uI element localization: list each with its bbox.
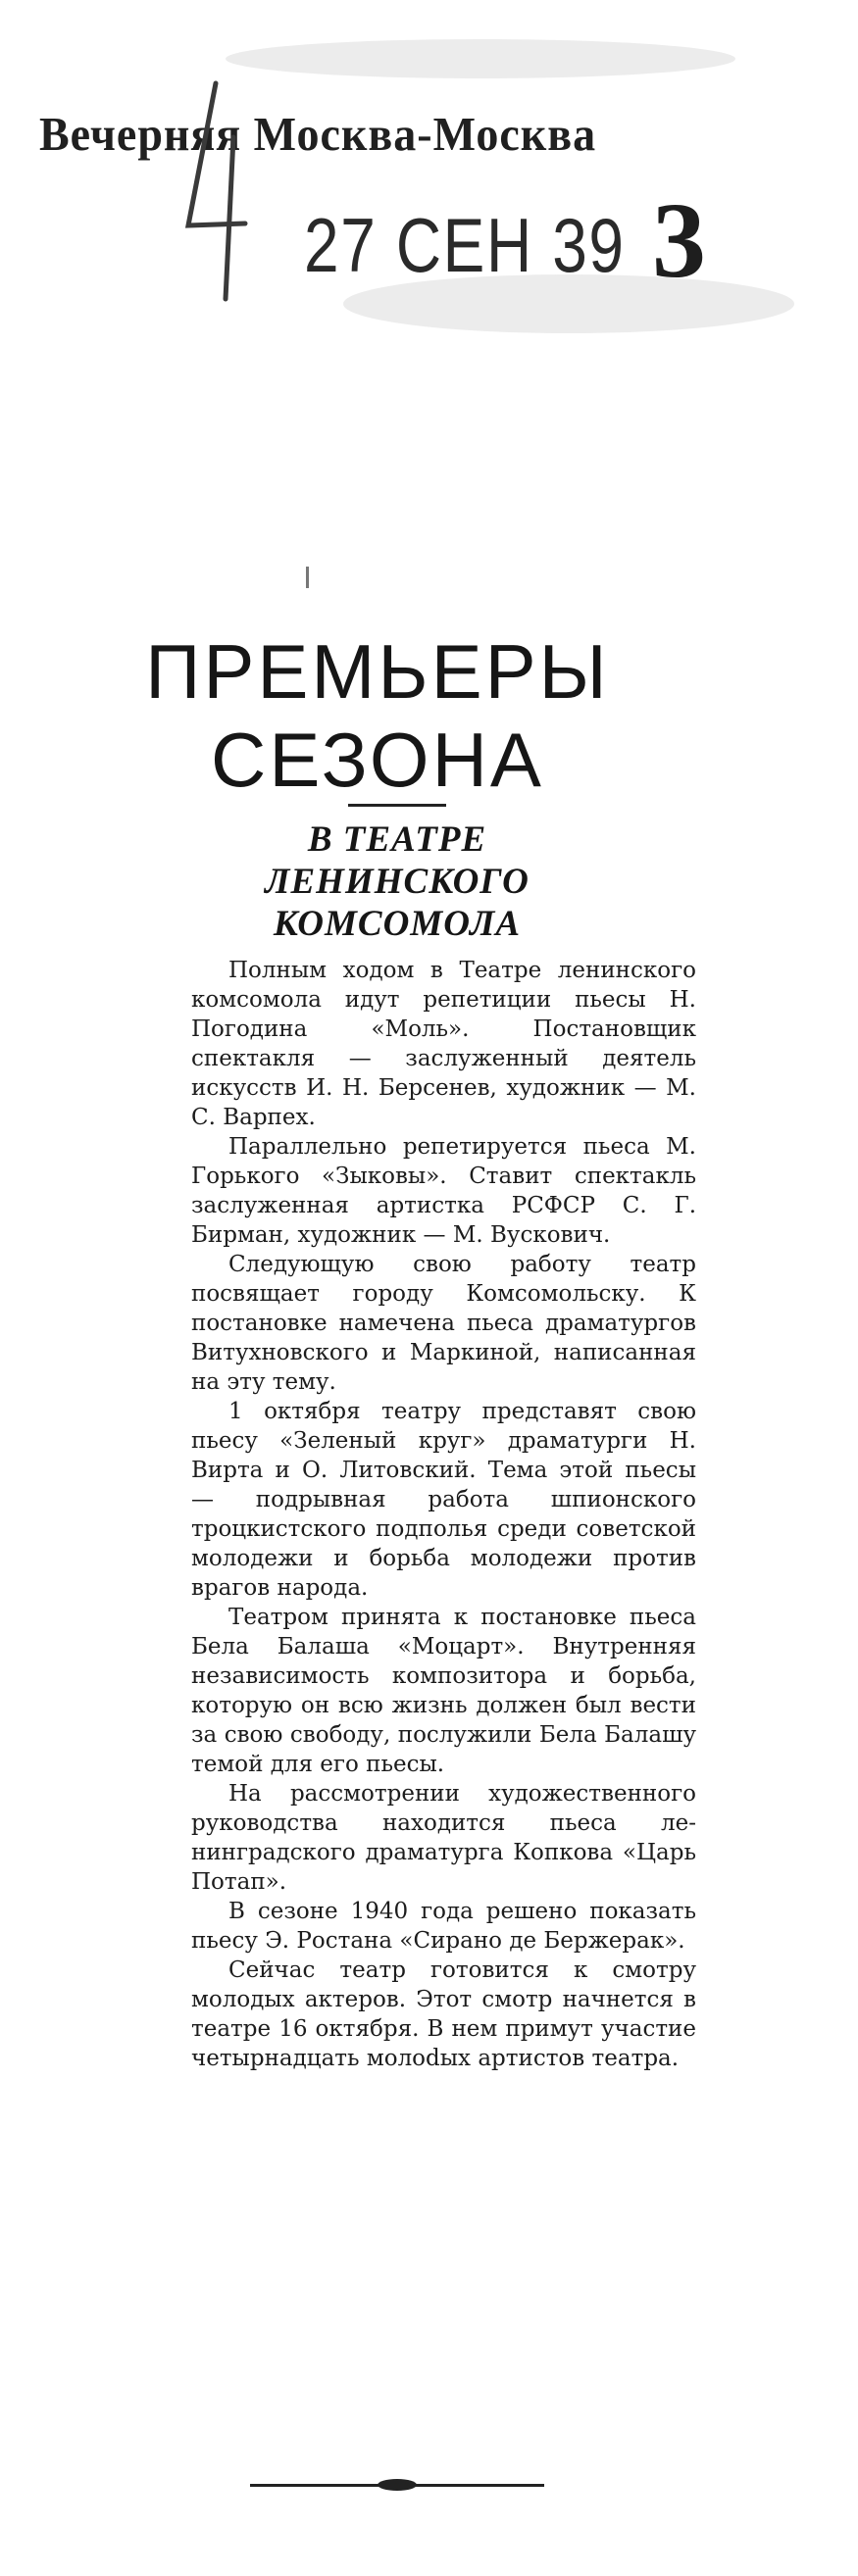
stamp-number: 3 xyxy=(652,180,706,300)
ink-smudge xyxy=(226,39,735,78)
page-mark xyxy=(306,567,309,588)
article-paragraph: В сезоне 1940 года решено показать пьесу Э. Ростана «Сирано де Бержерак». xyxy=(191,1899,696,1954)
headline-line: СЕЗОНА xyxy=(211,717,544,803)
article-paragraph: Следующую свою работу театр посвящает городу Комсомольску. К постановке намечена пьеса драматургов Витухновского и Маркиной, написанная на эту тему. xyxy=(191,1252,696,1395)
newspaper-masthead: Вечерняя Москва-Москва xyxy=(39,107,597,161)
subheading xyxy=(235,818,559,945)
subheading-line: КОМСОМОЛА xyxy=(273,904,522,944)
clipping-stamp xyxy=(29,39,794,363)
article-paragraph: Театром принята к постановке пьеса Бела Балаша «Моцарт». Внутренняя независимость композитора и борьба, которую он всю жизнь должен был вести за свою свободу, послужили Бела Балашу темой для его пьесы. xyxy=(191,1605,696,1777)
end-divider-ornament xyxy=(378,2479,417,2491)
article-paragraph: Сейчас театр готовится к смотру молодых актеров. Этот смотр начнется в театре 16 октября. В нем примут участие четырнадцать молоdых артистов театра. xyxy=(191,1957,696,2071)
subheading-line: В ТЕАТРЕ xyxy=(307,819,487,860)
handwritten-mark-icon xyxy=(177,78,255,304)
article-body xyxy=(191,956,696,2073)
subheading-line: ЛЕНИНСКОГО xyxy=(265,862,530,902)
article-paragraph: На рассмотрении художественного руководства находится пьеса ленинградского драматурга Копкова «Царь Потап». xyxy=(191,1781,696,1895)
article-paragraph: Параллельно репетируется пьеса М. Горького «Зыковы». Ставит спектакль заслуженная артистка РСФСР С. Г. Бирман, художник — М. Вускович. xyxy=(191,1134,696,1248)
article-paragraph: Полным ходом в Театре ленинского комсомола идут репетиции пьесы Н. Погодина «Моль». Постановщик спектакля — заслуженный деятель искусств И. Н. Берсенев, художник — М. С. Варпех. xyxy=(191,958,696,1130)
headline xyxy=(137,627,618,804)
article-paragraph: 1 октября театру представят свою пьесу «Зеленый круг» драматурги Н. Вирта и О. Литовский. Тема этой пьесы — подрывная работа шпионского троцкистского подполья среди советской молодежи и борьба молодежи против врагов народа. xyxy=(191,1399,696,1601)
stamp-date: 27 СЕН 39 xyxy=(304,202,626,288)
divider xyxy=(348,804,446,807)
headline-line: ПРЕМЬЕРЫ xyxy=(145,628,610,715)
